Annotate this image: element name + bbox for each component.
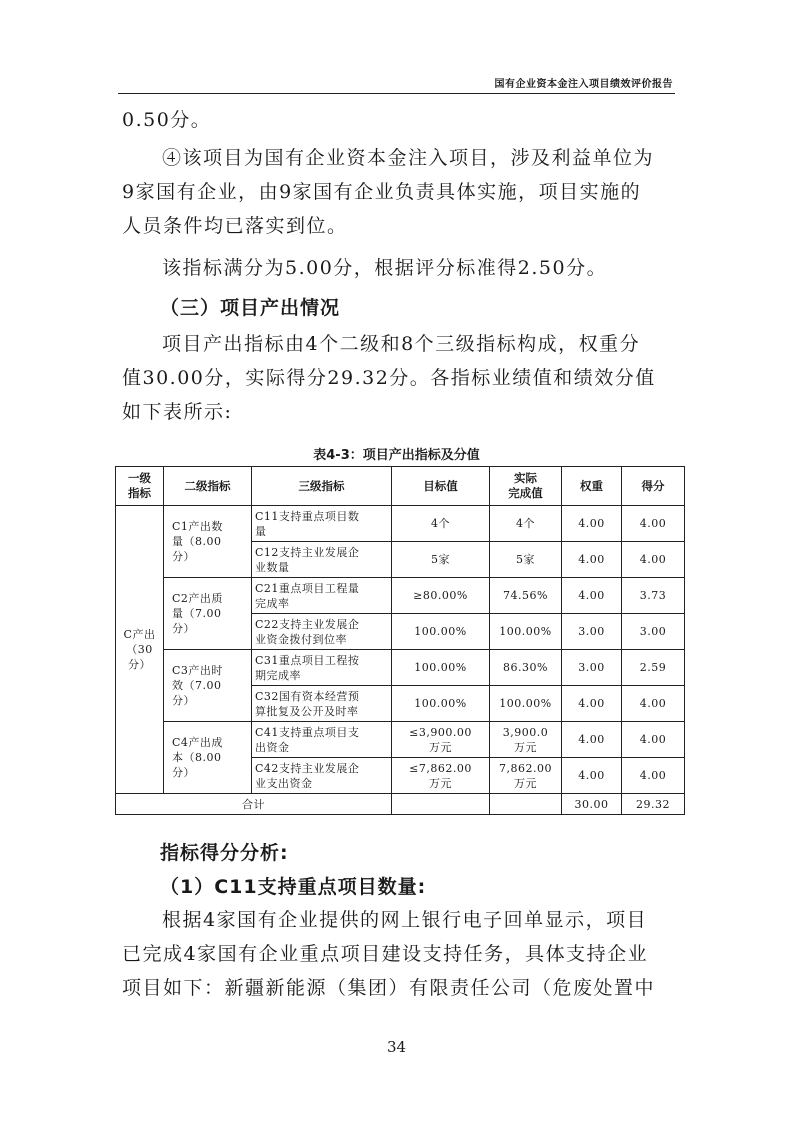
- total-target: [392, 794, 490, 815]
- text-line: ④该项目为国有企业资本金注入项目，涉及利益单位为: [162, 147, 655, 169]
- weight-cell: 4.00: [562, 758, 622, 794]
- level1-cell: C产出 （30 分）: [116, 506, 164, 794]
- analysis-heading: 指标得分分析:: [160, 842, 289, 864]
- level3-cell: C42支持主业发展企 业支出资金: [252, 758, 392, 794]
- score-cell: 3.00: [622, 614, 685, 650]
- total-actual: [490, 794, 562, 815]
- level2-cell: C1产出数 量（8.00 分）: [164, 506, 252, 578]
- table-row: [116, 650, 685, 686]
- text-line: 项目产出指标由4个二级和8个三级指标构成，权重分: [162, 333, 641, 355]
- score-cell: 4.00: [622, 686, 685, 722]
- header-actual: 实际 完成值: [490, 467, 562, 506]
- level3-cell: C22支持主业发展企 业资金拨付到位率: [252, 614, 392, 650]
- level3-cell: C12支持主业发展企 业数量: [252, 542, 392, 578]
- level2-cell: C4产出成 本（8.00 分）: [164, 722, 252, 794]
- weight-cell: 4.00: [562, 722, 622, 758]
- c11-heading: （1）C11支持重点项目数量:: [160, 876, 427, 898]
- weight-cell: 4.00: [562, 506, 622, 542]
- weight-cell: 4.00: [562, 686, 622, 722]
- actual-cell: 5家: [490, 542, 562, 578]
- score-cell: 4.00: [622, 758, 685, 794]
- target-cell: ≥80.00%: [392, 578, 490, 614]
- paragraph-4: [122, 327, 682, 429]
- level3-cell: C32国有资本经营预 算批复及公开及时率: [252, 686, 392, 722]
- table-row: [116, 578, 685, 614]
- score-cell: 4.00: [622, 506, 685, 542]
- text-line: 9家国有企业，由9家国有企业负责具体实施，项目实施的: [122, 181, 642, 203]
- text-line: 已完成4家国有企业重点项目建设支持任务，具体支持企业: [122, 943, 649, 965]
- target-cell: 4个: [392, 506, 490, 542]
- header-score: 得分: [622, 467, 685, 506]
- actual-cell: 7,862.00 万元: [490, 758, 562, 794]
- weight-cell: 3.00: [562, 614, 622, 650]
- paragraph-2: [122, 141, 682, 243]
- paragraph-1: [122, 103, 682, 137]
- score-cell: 3.73: [622, 578, 685, 614]
- weight-cell: 4.00: [562, 542, 622, 578]
- table-row: [116, 722, 685, 758]
- header-level2: 二级指标: [164, 467, 252, 506]
- target-cell: 5家: [392, 542, 490, 578]
- level2-cell: C2产出质 量（7.00 分）: [164, 578, 252, 650]
- level2-cell: C3产出时 效（7.00 分）: [164, 650, 252, 722]
- header-level1: 一级 指标: [116, 467, 164, 506]
- total-label: 合计: [116, 794, 392, 815]
- level3-cell: C21重点项目工程量 完成率: [252, 578, 392, 614]
- paragraph-5: [122, 903, 682, 1005]
- target-cell: ≤7,862.00 万元: [392, 758, 490, 794]
- table-row: [116, 506, 685, 542]
- running-header: 国有企业资本金注入项目绩效评价报告: [494, 79, 673, 90]
- text-line: 如下表所示:: [122, 401, 233, 423]
- section-heading: （三）项目产出情况: [160, 297, 341, 319]
- text-line: 该指标满分为5.00分，根据评分标准得2.50分。: [162, 257, 608, 279]
- level3-cell: C11支持重点项目数 量: [252, 506, 392, 542]
- score-cell: 4.00: [622, 542, 685, 578]
- actual-cell: 4个: [490, 506, 562, 542]
- paragraph-3: [122, 251, 682, 285]
- target-cell: 100.00%: [392, 686, 490, 722]
- table-header-row: [116, 467, 685, 506]
- output-indicator-table: [115, 466, 685, 815]
- weight-cell: 3.00: [562, 650, 622, 686]
- actual-cell: 100.00%: [490, 686, 562, 722]
- score-cell: 2.59: [622, 650, 685, 686]
- target-cell: ≤3,900.00 万元: [392, 722, 490, 758]
- weight-cell: 4.00: [562, 578, 622, 614]
- total-score: 29.32: [622, 794, 685, 815]
- text-line: 项目如下：新疆新能源（集团）有限责任公司（危废处置中: [122, 977, 656, 999]
- total-row: [116, 794, 685, 815]
- text-line: 根据4家国有企业提供的网上银行电子回单显示，项目: [162, 909, 648, 931]
- level3-cell: C31重点项目工程按 期完成率: [252, 650, 392, 686]
- actual-cell: 100.00%: [490, 614, 562, 650]
- text-line: 0.50分。: [122, 109, 212, 131]
- target-cell: 100.00%: [392, 650, 490, 686]
- header-weight: 权重: [562, 467, 622, 506]
- actual-cell: 3,900.0 万元: [490, 722, 562, 758]
- level3-cell: C41支持重点项目支 出资金: [252, 722, 392, 758]
- actual-cell: 86.30%: [490, 650, 562, 686]
- target-cell: 100.00%: [392, 614, 490, 650]
- score-cell: 4.00: [622, 722, 685, 758]
- actual-cell: 74.56%: [490, 578, 562, 614]
- table-caption: 表4-3：项目产出指标及分值: [313, 448, 480, 463]
- header-rule: [118, 93, 675, 94]
- text-line: 人员条件均已落实到位。: [122, 215, 348, 237]
- header-target: 目标值: [392, 467, 490, 506]
- page-number: 34: [386, 1038, 407, 1056]
- text-line: 值30.00分，实际得分29.32分。各指标业绩值和绩效分值: [122, 367, 656, 389]
- total-weight: 30.00: [562, 794, 622, 815]
- header-level3: 三级指标: [252, 467, 392, 506]
